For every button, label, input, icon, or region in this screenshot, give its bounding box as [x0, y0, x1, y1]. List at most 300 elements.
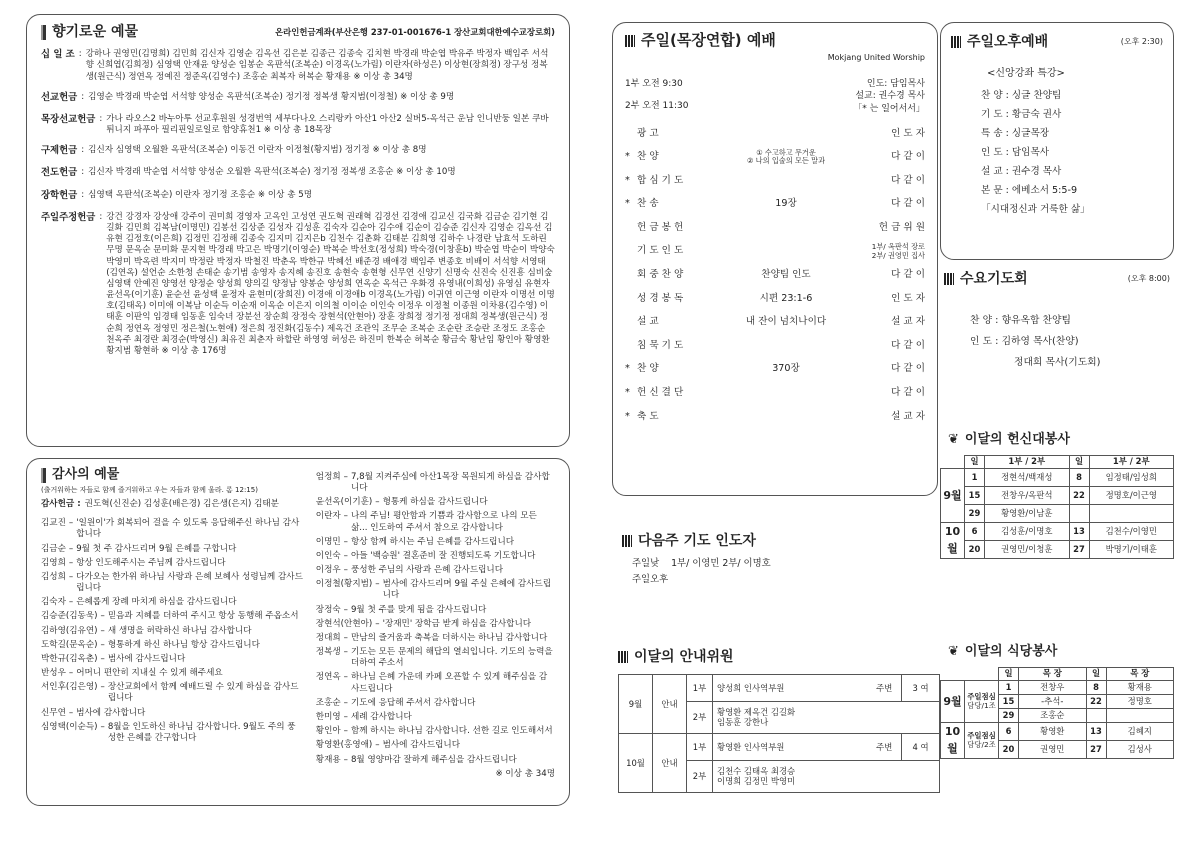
thanks-dash: –	[343, 511, 348, 522]
grid-cell: 29	[999, 708, 1019, 722]
thanks-text: 은혜롭게 장례 마치게 하심을 감사드립니다	[76, 597, 237, 608]
wednesday-time: (오후 8:00)	[1127, 273, 1170, 283]
thanks-name: 정대희	[315, 632, 341, 643]
thanks-entry	[316, 511, 555, 533]
thanks-name: 김금순	[41, 543, 66, 554]
worship-standing-note: 「* 는 일어서서」	[853, 104, 925, 115]
grid-row	[941, 504, 1174, 522]
offering-item-text: 가나 라오스2 바누아투 선교후원원 성경번역 세부다나오 스리랑카 아산1 아산2 실버5-옥석근 운남 인니반둥 일본 쿠바 튀니지 파푸아 필리핀일로일로 함양휴천1 ※ 이상 총 18목장	[106, 113, 549, 136]
worship-order-row	[625, 122, 925, 146]
offering-colon: :	[81, 167, 85, 178]
usher-w: 주변	[868, 675, 902, 702]
thanks-name: 이정우	[315, 565, 341, 576]
thanks-name: 이정철(황지범)	[315, 579, 373, 590]
worship-order-row	[625, 405, 925, 429]
worship-item: 찬 양	[637, 363, 659, 375]
service-table	[940, 455, 1174, 559]
grid-cell	[1086, 708, 1106, 722]
grid-row	[941, 468, 1174, 486]
grid-cell: 27	[1069, 540, 1089, 558]
offering-list	[41, 49, 555, 357]
offering-item	[41, 190, 555, 202]
grid-cell: 김성훈/이명호	[985, 522, 1070, 540]
grid-row	[941, 540, 1174, 558]
grid-duty-label-2: 담당/2조	[967, 740, 996, 750]
service-title: 이달의 헌신대봉사	[964, 432, 1070, 447]
worship-role: 설 교 자	[891, 410, 925, 422]
worship-mid: 찬양팀 인도	[761, 269, 811, 281]
grid-cell: 13	[1086, 722, 1106, 740]
offering-item-label: 십 일 조	[41, 49, 75, 61]
thanks-text: 나의 주님! 평안함과 기쁨과 감사함으로 나의 모든 삶... 인도하여 주셔서 참으로 감사합니다	[350, 511, 537, 533]
service-title-wrap	[940, 432, 1174, 449]
nextweek-section	[622, 532, 932, 587]
thanks-dash: –	[343, 565, 348, 576]
offering-colon: :	[99, 211, 103, 222]
worship-order-row	[625, 334, 925, 358]
worship-item: 합 심 기 도	[637, 174, 684, 186]
thanks-text: 범사에 감사드립니다	[107, 653, 186, 664]
grid-row	[941, 522, 1174, 540]
offering-item	[41, 212, 555, 357]
grid-cell: 권영민	[1019, 740, 1087, 758]
grid-cell: 15	[965, 486, 985, 504]
worship-item: 설 교	[637, 316, 659, 328]
cafeteria-title-wrap	[940, 644, 1174, 661]
thanks-entry	[316, 619, 555, 630]
thanks-text: 기도에 응답해 주셔서 감사합니다	[350, 697, 476, 708]
thanks-text: 풍성한 주님의 사랑과 은혜 감사드립니다	[350, 565, 504, 576]
worship-mid: 내 잔이 넘치나이다	[745, 316, 827, 328]
grid-cell: 김성사	[1106, 740, 1174, 758]
grid-cell: 8	[1086, 680, 1106, 694]
worship-leaders	[853, 79, 925, 116]
thanks-entry	[316, 726, 555, 737]
worship-order-row	[625, 169, 925, 193]
thanks-dash: –	[343, 471, 348, 482]
grid-cell: 정명호	[1106, 694, 1174, 708]
grid-cell	[1089, 504, 1174, 522]
worship-item: 찬 양	[637, 151, 659, 163]
thanks-dash: –	[343, 550, 348, 561]
worship-mid: ① 수고하고 무거운 ② 나의 입술의 모든 말과	[746, 147, 826, 166]
thanks-entry	[316, 497, 555, 508]
grid-cell: 6	[999, 722, 1019, 740]
grid-cell: 권영민/이청훈	[985, 540, 1070, 558]
ushers-title-wrap	[618, 648, 940, 666]
afternoon-box	[940, 22, 1174, 260]
thanks-left-column	[41, 486, 304, 780]
grid-month: 9월	[941, 468, 965, 522]
offering-item-text: 김영순 박경래 박순엽 서석향 양성순 옥판석(조복순) 정기정 정복생 황지범(이정철) ※ 이상 총 9명	[88, 91, 455, 102]
offering-item-text: 강건 강경자 강상애 강주이 권미희 경영자 고옥인 고성연 권도혁 권래혁 김경선 김경애 김교신 김국화 김금순 김기현 김길화 김민희 김복남(이명민) 김봉선 김상준 김성자 김성훈 김숙자 김순아 김수애 김순이 김승준 김신자 김영순 김옥선 김유현 김정호(이은희) 김정민 김정해 김종숙 김지미 김지은b 김천수 김춘화 김태분 김희영 김하수 나경란 남효석 도하린 무명 문옥순 문미화 문지현 박경래 박고은 박명기(이영순) 박복순 박선호(정성희) 박숙경(이창훈b) 박순엽 박순이 박양숙 박영미 박옥련 박지미 박정란 박정자 박철진 박춘옥 박한규 박혜선 배준경 배애경 백임주 변종호 비배이 서석향 서영태(김연옥) 설언순 소한청 손태순 송기범 송영자 송지혜 송진호 송현숙 송현형 신무연 신양기 신명숙 신진숙 신진흥 심비숲 심영택 안예진 양영선 양정순 양성희 양의길 양정남 양봉순 양성희 연옥순 옥석근 우화경 유영내(이희성) 유영심 유현자 윤선옥(이기훈) 윤순선 윤성택 윤정자 윤현미(장희진) 이경애 이경애b 이경옥(노가림) 이귀연 이근영 이란자 이명선 이명호(김태옥) 이미애 이복남 이순득 이순재 이옥순 이은지 이의철 이이순 이인숙 이정우 이정철 이종원 이차용(김수영) 이태훈 이판익 임경태 임동훈 임숙녀 장분선 장순희 장정숙 장현석(안현아) 장훈 장희정 정기정 정대희 정복생(원근식) 정순희 정연옥 정영민 정은철(노현애) 정은희 정진화(김동수) 제옥건 조관익 조무순 조복순 조순란 조승란 조정도 조홍순 천옥주 최경란 최경순(박영신) 최유진 최춘자 하할란 하영영 허성은 하진미 한복순 허복순 황금숙 황난임 황인아 황영환 황지범 황현하 ※ 이상 총 176명	[106, 211, 555, 356]
grid-cell: 29	[965, 504, 985, 522]
usher-month: 10월	[619, 734, 653, 793]
grid-cell: 황재용	[1106, 680, 1174, 694]
worship-mid	[721, 216, 851, 240]
thanks-name: 조홍순	[315, 697, 341, 708]
thanks-name: 황인아	[315, 726, 341, 737]
worship-star	[625, 122, 637, 146]
ushers-title: 이달의 안내위원	[634, 649, 734, 665]
thanks-dash: –	[100, 639, 105, 650]
offering-account: 온라인헌금계좌(부산은행 237-01-001676-1 장산교회대한예수교장로회)	[275, 26, 555, 37]
nextweek-label-1: 주일낮	[632, 558, 660, 570]
thanks-entry	[41, 668, 304, 679]
thanks-name: 심영택(이순득)	[41, 721, 98, 732]
thanks-text: 8월 영양마감 잘하게 해주심을 감사드립니다	[350, 754, 517, 765]
thanks-text: 8월을 인도하신 하나님 감사합니다. 9월도 주의 풍성한 은혜를 간구합니다	[107, 721, 296, 743]
thanks-text: 새 생명을 허락하신 하나님 감사합니다	[107, 625, 252, 636]
thanks-lead-text: 권도혁(신진순) 김성훈(배은경) 김은생(은지) 김태분	[84, 498, 279, 509]
grid-cell: 22	[1086, 694, 1106, 708]
worship-mid: 시편 23:1-6	[759, 292, 813, 304]
grid-month: 9월	[941, 680, 965, 722]
offering-item	[41, 167, 555, 179]
afternoon-topic: <신앙강좌 특강>	[987, 68, 1065, 80]
thanks-entry	[316, 740, 555, 751]
grid-corner	[941, 667, 999, 680]
offering-item	[41, 145, 555, 157]
thanks-dash: –	[68, 543, 74, 554]
worship-role: 1부/ 옥판석 장로 2부/ 권영민 집사	[871, 242, 925, 260]
grid-cell: 조홍순	[1019, 708, 1087, 722]
offering-item	[41, 114, 555, 136]
thanks-entry	[316, 565, 555, 576]
grid-cell: 20	[999, 740, 1019, 758]
worship-star	[625, 264, 637, 288]
grid-cell: 1	[999, 680, 1019, 694]
grid-month: 10월	[941, 522, 965, 558]
worship-mid	[721, 240, 851, 264]
section-square-icon	[944, 273, 954, 285]
thanks-name: 김교진	[41, 518, 66, 529]
thanks-text: 만남의 즐거움과 축복을 더하시는 하나님 감사합니다	[350, 632, 548, 643]
thanks-name: 신무연	[41, 707, 66, 718]
thanks-text: 형통케 하심을 감사드립니다	[382, 497, 488, 508]
grid-duty-label-1: 주일점심	[967, 691, 996, 701]
offering-item	[41, 92, 555, 104]
thanks-text: 범사에 감사드립니다	[382, 740, 461, 751]
thanks-entry	[316, 712, 555, 723]
thanks-dash: –	[343, 604, 348, 615]
thanks-text: 장산교회에서 함께 예배드릴 수 있게 하심을 감사드립니다	[107, 682, 299, 704]
grid-cell: 22	[1069, 486, 1089, 504]
thanks-name: 이인숙	[315, 550, 341, 561]
worship-role: 인 도 자	[891, 127, 925, 139]
thanks-title: 감사의 예물	[52, 467, 120, 482]
worship-mid	[721, 405, 851, 429]
ushers-table	[618, 674, 940, 793]
afternoon-line: 「시대정신과 거룩한 삶」	[981, 204, 1090, 216]
thanks-text: 다가오는 한가위 하나님 사랑과 은혜 보혜사 성령님께 감사드립니다	[76, 571, 303, 594]
afternoon-line: 기 도 : 황금숙 권사	[981, 109, 1062, 121]
thanks-entry	[41, 558, 304, 569]
thanks-dash: –	[343, 536, 348, 547]
worship-order-row	[625, 193, 925, 217]
thanks-name: 정연옥	[315, 672, 341, 683]
grid-header-cell: 1부 / 2부	[985, 455, 1070, 468]
thanks-entry	[316, 537, 555, 548]
worship-time-1: 1부 오전 9:30	[625, 78, 683, 89]
worship-title: 주일(목장연합) 예배	[641, 31, 776, 49]
thanks-text: 범사에 감사합니다	[76, 707, 146, 718]
afternoon-line: 인 도 : 담임목사	[981, 147, 1049, 159]
afternoon-title-wrap	[951, 33, 1048, 51]
thanks-text: 아들 '백승원' 결혼준비 잘 진행되도록 기도합니다	[350, 550, 536, 561]
grid-cell	[1106, 708, 1174, 722]
usher-names-a: 황영환 인사역부원	[713, 734, 868, 761]
section-square-icon	[951, 36, 961, 48]
offering-colon: :	[99, 113, 103, 124]
usher-role: 안내	[653, 734, 687, 793]
thanks-entry	[316, 755, 555, 766]
thanks-dash: –	[100, 682, 105, 693]
heart-icon: ❦	[948, 644, 959, 659]
afternoon-lines	[951, 86, 1163, 219]
offering-colon: :	[81, 189, 85, 200]
thanks-entry	[41, 722, 304, 744]
worship-lead-name: 담임목사	[890, 78, 925, 89]
afternoon-time: (오후 2:30)	[1120, 36, 1163, 46]
offering-item-label: 주일주정헌금	[41, 211, 96, 223]
thanks-text: 어머니 편안히 지내실 수 있게 해주세요	[76, 668, 223, 679]
worship-item: 광 고	[637, 127, 659, 139]
grid-cell: 황영환	[1019, 722, 1087, 740]
worship-mid	[721, 169, 851, 193]
thanks-text: 9월 첫 주 감사드리며 9월 은혜를 구합니다	[76, 543, 237, 554]
thanks-entry	[41, 708, 304, 719]
thanks-right-list	[316, 472, 555, 766]
worship-star: *	[625, 387, 630, 399]
grid-duty-label	[965, 680, 999, 722]
offering-item	[41, 49, 555, 83]
worship-order-row	[625, 358, 925, 382]
thanks-dash: –	[100, 653, 105, 664]
worship-star	[625, 311, 637, 335]
thanks-entry	[41, 597, 304, 608]
worship-order-row	[625, 216, 925, 240]
worship-role: 인 도 자	[891, 292, 925, 304]
offering-colon: :	[81, 91, 85, 102]
grid-header-cell: 1부 / 2부	[1089, 455, 1174, 468]
thanks-name: 김영희	[41, 557, 66, 568]
usher-w-count: 3 여	[902, 675, 940, 702]
worship-star: *	[625, 151, 630, 163]
offering-item-label: 전도헌금	[41, 167, 78, 179]
worship-star	[625, 216, 637, 240]
thanks-dash: –	[375, 618, 380, 629]
worship-mid	[721, 122, 851, 146]
grid-cell: 6	[965, 522, 985, 540]
thanks-text: '일원이'가 회복되어 걸을 수 있도록 응답해주신 하나님 감사합니다	[76, 518, 300, 540]
grid-header-row	[941, 455, 1174, 468]
usher-part-a: 1부	[687, 734, 713, 761]
worship-item: 침 묵 기 도	[637, 339, 684, 351]
grid-header-row	[941, 667, 1174, 680]
thanks-entry	[41, 640, 304, 651]
grid-duty-label-1: 주일점심	[967, 730, 996, 740]
worship-role: 다 같 이	[891, 151, 925, 163]
nextweek-title: 다음주 기도 인도자	[638, 533, 756, 549]
grid-cell: 박명기/이태훈	[1089, 540, 1174, 558]
grid-cell: 임정태/임성희	[1089, 468, 1174, 486]
thanks-dash: –	[100, 611, 105, 622]
thanks-entry	[316, 698, 555, 709]
offering-box	[26, 14, 570, 447]
thanks-dash: –	[68, 707, 74, 718]
worship-order-row	[625, 264, 925, 288]
usher-part-a: 1부	[687, 675, 713, 702]
offering-item-text: 김신자 심영택 오월환 옥판석(조복순) 이동건 이란자 이정철(황지범) 정기정 ※ 이상 총 8명	[88, 145, 427, 156]
grid-cell: 13	[1069, 522, 1089, 540]
thanks-entry	[41, 611, 304, 622]
grid-cell: 1	[965, 468, 985, 486]
thanks-text: '장재민' 장학금 받게 하심을 감사합니다	[382, 618, 532, 629]
usher-role: 안내	[653, 675, 687, 734]
grid-duty-label	[965, 722, 999, 758]
grid-cell: 15	[999, 694, 1019, 708]
usher-part-b: 2부	[687, 702, 713, 734]
thanks-entry	[41, 682, 304, 704]
thanks-dash: –	[375, 740, 380, 751]
grid-cell: 27	[1086, 740, 1106, 758]
thanks-dash: –	[343, 697, 348, 708]
thanks-text: 7,8월 지켜주심에 아산1목장 목원되게 하심을 감사합니다	[350, 471, 550, 494]
thanks-dash: –	[343, 672, 348, 683]
grid-month: 10월	[941, 722, 965, 758]
afternoon-line: 특 송 : 싱글목장	[981, 128, 1049, 140]
worship-role: 다 같 이	[891, 363, 925, 375]
worship-star: *	[625, 363, 630, 375]
section-bar-icon	[41, 25, 46, 40]
grid-header-cell: 목 장	[1019, 667, 1087, 680]
heart-icon: ❦	[948, 432, 959, 447]
worship-item: 축 도	[637, 410, 659, 422]
afternoon-line: 본 문 : 에베소서 5:5-9	[981, 185, 1078, 197]
offering-item-text: 김신자 박경래 박순엽 서석향 양성순 오월환 옥판석(조복순) 정기정 정복생 조홍순 ※ 이상 총 10명	[88, 167, 456, 178]
thanks-note: (출거워하는 자들로 함께 즐거워하고 우는 자들과 함께 울라. 롬 12:15)	[41, 485, 258, 494]
worship-mid: 19장	[775, 198, 797, 210]
offering-item-text: 강하나 권영민(김명희) 김민희 김신자 김영순 김옥선 김은분 김종근 김종숙 김치현 박경래 박순엽 박유주 박정자 백임주 서석향 신희엽(김희정) 심영택 안재윤 양성순 임봉순 옥판석(조복순) 이경옥(노가림) 이란자(하성은) 이상현(장희정) 장구성 정복생(원근식) 정연옥 정예진 정준옥(김영수) 조홍순 최복자 허복순 황재용 ※ 이상 총 34명	[85, 49, 549, 82]
thanks-entry	[316, 579, 555, 601]
thanks-name: 이명민	[315, 536, 341, 547]
thanks-entry	[41, 654, 304, 665]
thanks-entry	[41, 572, 304, 594]
thanks-box	[26, 458, 570, 806]
grid-cell: 김천수/이영민	[1089, 522, 1174, 540]
worship-role: 설 교 자	[891, 316, 925, 328]
grid-cell: 전창우	[1019, 680, 1087, 694]
grid-cell: 황영환/이남훈	[985, 504, 1070, 522]
worship-subtitle: Mokjang United Worship	[827, 52, 925, 62]
afternoon-line: 찬 양 : 싱글 찬양팀	[981, 90, 1062, 102]
worship-star	[625, 287, 637, 311]
thanks-entry	[316, 605, 555, 616]
offering-item-text: 심영택 옥판석(조복순) 이란자 정기정 조홍순 ※ 이상 총 5명	[88, 189, 313, 200]
nextweek-title-wrap	[622, 532, 932, 550]
worship-box	[612, 22, 938, 496]
thanks-entry	[41, 518, 304, 540]
grid-header-cell: 일	[1086, 667, 1106, 680]
grid-corner	[941, 455, 965, 468]
thanks-name: 한미영	[315, 711, 341, 722]
thanks-dash: –	[343, 754, 348, 765]
nextweek-label-2: 주일오후	[632, 574, 669, 586]
ushers-section	[618, 648, 940, 793]
thanks-name: 이란자	[315, 511, 341, 522]
worship-star: *	[625, 410, 630, 422]
grid-header-cell: 목 장	[1106, 667, 1174, 680]
offering-item-label: 장학헌금	[41, 189, 78, 201]
worship-role: 헌 금 위 원	[878, 221, 925, 233]
wednesday-title-wrap	[944, 270, 1028, 288]
worship-role: 다 같 이	[891, 269, 925, 281]
worship-item: 헌 금 봉 헌	[637, 221, 684, 233]
section-square-icon	[625, 35, 635, 47]
worship-preacher-label: 설교:	[855, 90, 876, 101]
thanks-name: 반성우	[41, 668, 66, 679]
thanks-text: 믿음과 지혜를 더하여 주시고 항상 동행해 주옵소서	[107, 611, 299, 622]
thanks-dash: –	[343, 632, 348, 643]
thanks-name: 황영환(홍영애)	[315, 740, 373, 751]
grid-header-cell: 일	[999, 667, 1019, 680]
section-bar-icon	[41, 468, 46, 483]
thanks-dash: –	[343, 647, 348, 658]
worship-item: 회 중 찬 양	[637, 269, 684, 281]
grid-cell: 20	[965, 540, 985, 558]
thanks-text: 하나님 은혜 가운데 카페 오픈할 수 있게 해주심을 감사드립니다	[350, 672, 548, 694]
grid-cell: -추석-	[1019, 694, 1087, 708]
grid-cell: 전창우/옥판석	[985, 486, 1070, 504]
thanks-name: 김하영(김유연)	[41, 625, 98, 636]
usher-row	[619, 734, 940, 761]
usher-names-b: 김천수 김태옥 최경승 이명희 김정민 박영미	[713, 761, 940, 793]
thanks-name: 엄정희	[315, 471, 341, 482]
thanks-name: 윤선옥(이기훈)	[315, 497, 373, 508]
worship-time-2: 2부 오전 11:30	[625, 100, 689, 111]
afternoon-title: 주일오후예배	[967, 34, 1049, 50]
thanks-text: 함께 하시는 하나님 감사합니다. 선한 길로 인도해서서	[350, 726, 553, 737]
thanks-dash: –	[100, 625, 105, 636]
thanks-dash: –	[68, 597, 74, 608]
worship-role: 다 같 이	[891, 339, 925, 351]
wednesday-section	[944, 270, 1170, 373]
thanks-dash: –	[100, 721, 105, 732]
thanks-entry	[316, 633, 555, 644]
worship-lead-label: 인도:	[866, 78, 888, 89]
offering-colon: :	[81, 145, 85, 156]
wednesday-line-2: 인 도 : 김하영 목사(찬양)	[970, 336, 1079, 348]
grid-duty-label-2: 담당/1조	[967, 701, 996, 711]
thanks-entry	[316, 647, 555, 669]
thanks-dash: –	[343, 726, 348, 737]
thanks-name: 장현석(안현아)	[315, 618, 373, 629]
usher-month: 9월	[619, 675, 653, 734]
thanks-left-list	[41, 518, 304, 744]
worship-mid: 370장	[772, 363, 800, 375]
worship-order-table	[625, 122, 925, 429]
worship-item: 헌 신 결 단	[637, 387, 684, 399]
thanks-dash: –	[68, 557, 74, 568]
worship-item: 성 경 봉 독	[637, 292, 684, 304]
thanks-text: 형통하게 하신 하나님 항상 감사드립니다	[107, 639, 260, 650]
worship-order-row	[625, 240, 925, 264]
grid-header-cell: 일	[1069, 455, 1089, 468]
section-square-icon	[622, 535, 632, 547]
usher-row	[619, 675, 940, 702]
cafeteria-section	[940, 644, 1174, 759]
